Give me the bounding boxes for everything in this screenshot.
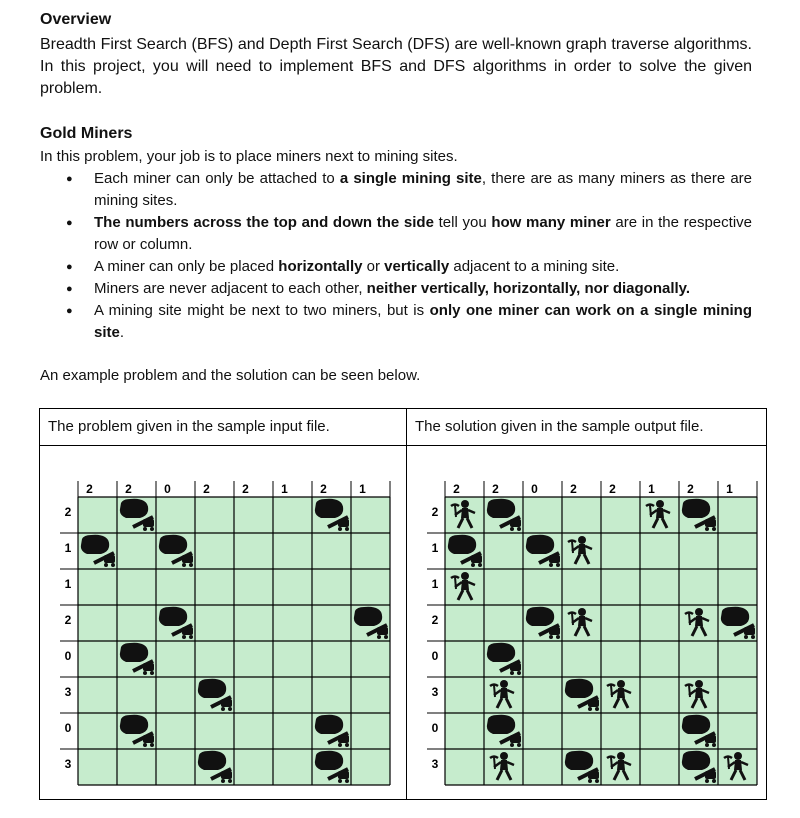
- row-clue: 2: [431, 613, 439, 627]
- solution-caption: The solution given in the sample output file.: [415, 418, 704, 435]
- column-clue: 2: [320, 482, 327, 496]
- row-clue: 1: [64, 577, 72, 591]
- rule-text: Miners are never adjacent to each other,: [94, 280, 367, 297]
- column-clue: 2: [242, 482, 249, 496]
- rule-text: A mining site might be next to two miners, but is: [94, 302, 430, 319]
- table-column-divider: [406, 409, 407, 799]
- rule-text: or: [362, 258, 385, 275]
- rule-text: , there are as many miners as there are mining sites.: [94, 170, 753, 209]
- solution-grid-svg: [423, 481, 763, 789]
- row-clue: 3: [64, 757, 72, 771]
- row-clue: 2: [431, 505, 439, 519]
- row-clue: 2: [64, 613, 72, 627]
- gold-miners-heading: Gold Miners: [40, 125, 133, 142]
- solution-grid: [423, 481, 763, 789]
- row-clue: 1: [431, 541, 439, 555]
- rule-item: [40, 300, 752, 344]
- overview-heading: Overview: [40, 11, 112, 28]
- column-clue: 1: [359, 482, 366, 496]
- rule-text: are in the respective row or column.: [94, 214, 752, 253]
- column-clue: 2: [203, 482, 210, 496]
- column-clue: 2: [86, 482, 93, 496]
- rule-text-bold: how many miner: [491, 214, 611, 231]
- row-clue: 1: [431, 577, 439, 591]
- rule-text-bold: only one miner can work on a single mining site: [94, 302, 752, 341]
- row-clue: 3: [64, 685, 72, 699]
- rule-text-bold: horizontally: [278, 258, 363, 275]
- row-clue: 1: [64, 541, 72, 555]
- problem-caption: The problem given in the sample input file.: [48, 418, 330, 435]
- column-clue: 2: [687, 482, 694, 496]
- rule-text-bold: vertically: [384, 258, 450, 275]
- row-clue: 3: [431, 757, 439, 771]
- rule-text: A miner can only be placed: [94, 258, 279, 275]
- rule-text-bold: a single mining site: [339, 170, 482, 187]
- column-clue: 0: [164, 482, 171, 496]
- column-clue: 1: [648, 482, 655, 496]
- rule-item: [40, 256, 752, 278]
- column-clue: 1: [726, 482, 733, 496]
- column-clue: 0: [531, 482, 538, 496]
- column-clue: 1: [281, 482, 288, 496]
- column-clue: 2: [453, 482, 460, 496]
- rule-text: Each miner can only be attached to: [94, 170, 340, 187]
- column-clue: 2: [125, 482, 132, 496]
- column-clue: 2: [492, 482, 499, 496]
- example-text: An example problem and the solution can be seen below.: [40, 367, 421, 384]
- problem-grid-svg: [56, 481, 396, 789]
- rule-item: [40, 168, 752, 212]
- rule-text: .: [119, 324, 125, 341]
- table-header-divider: [40, 445, 766, 446]
- rule-text: tell you: [433, 214, 492, 231]
- rule-item: [40, 212, 752, 256]
- rules-list: [40, 168, 752, 344]
- overview-text: Breadth First Search (BFS) and Depth First Search (DFS) are well-known graph traverse algorithms. In this project, you will need to implement BFS and DFS algorithms in order to solve the given problem.: [40, 36, 752, 97]
- row-clue: 0: [64, 721, 72, 735]
- row-clue: 0: [64, 649, 72, 663]
- column-clue: 2: [609, 482, 616, 496]
- rule-text: adjacent to a mining site.: [449, 258, 620, 275]
- problem-grid: [56, 481, 396, 789]
- gold-miners-intro: In this problem, your job is to place miners next to mining sites.: [40, 148, 458, 165]
- row-clue: 2: [64, 505, 72, 519]
- example-table: [39, 408, 767, 800]
- row-clue: 0: [431, 649, 439, 663]
- column-clue: 2: [570, 482, 577, 496]
- rule-item: [40, 278, 752, 300]
- row-clue: 3: [431, 685, 439, 699]
- row-clue: 0: [431, 721, 439, 735]
- rule-text-bold: neither vertically, horizontally, nor diagonally.: [366, 280, 691, 297]
- rule-text-bold: The numbers across the top and down the side: [94, 214, 434, 231]
